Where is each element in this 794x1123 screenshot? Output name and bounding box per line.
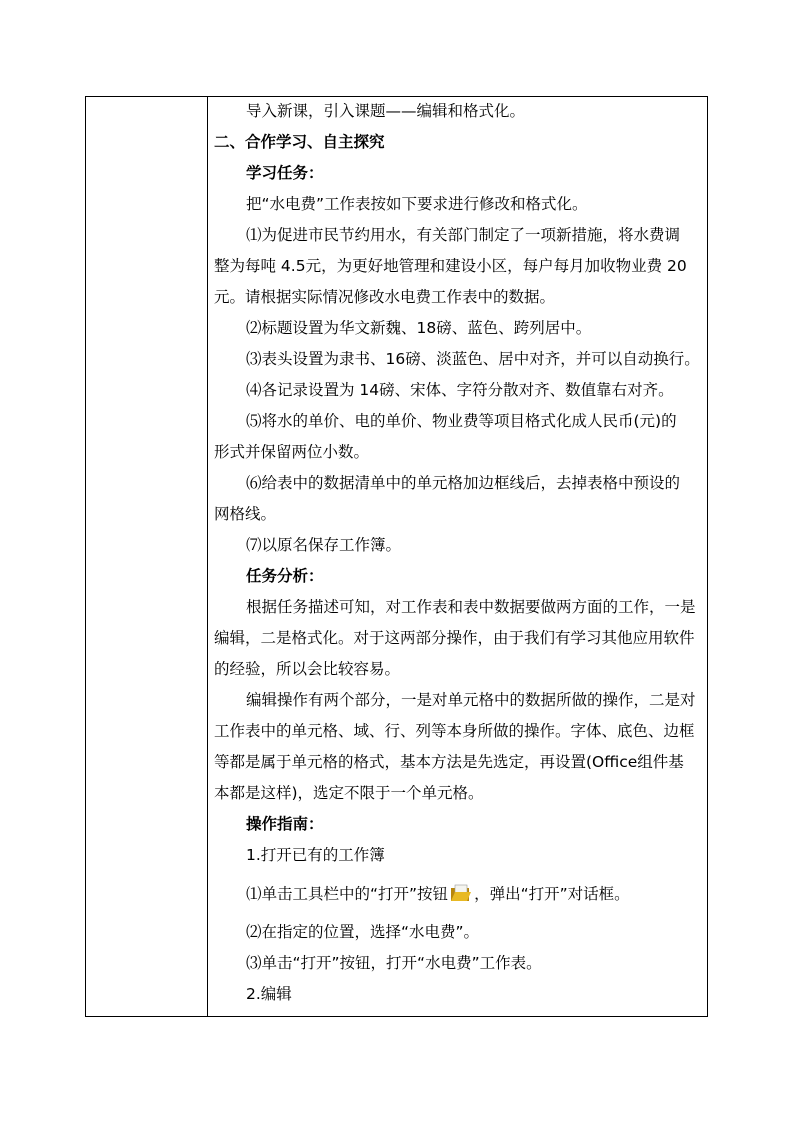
analysis-paragraph-1-cont: 的经验，所以会比较容易。 [214,660,401,678]
task-item-7: ⑺以原名保存工作簿。 [246,536,402,554]
section-heading: 二、合作学习、自主探究 [214,133,385,151]
analysis-paragraph-2-cont: 等都是属于单元格的格式，基本方法是先选定，再设置(Office组件基 [214,753,684,771]
lesson-content [214,96,702,1010]
task-item-5: ⑸将水的单价、电的单价、物业费等项目格式化成人民币(元)的 [246,412,677,430]
intro-line: 导入新课，引入课题——编辑和格式化。 [246,102,526,120]
folder-open-icon [450,874,472,892]
analysis-paragraph-1-cont: 编辑，二是格式化。对于这两部分操作，由于我们有学习其他应用软件 [214,629,695,647]
task-title: 学习任务： [246,164,324,182]
task-description: 把“水电费”工作表按如下要求进行修改和格式化。 [246,195,588,213]
step-2-heading: 2.编辑 [246,985,292,1003]
step-1-1 [214,871,702,917]
task-item-1-cont: 整为每吨 4.5元，为更好地管理和建设小区，每户每月加收物业费 20 [214,257,687,275]
task-item-2: ⑵标题设置为华文新魏、18磅、蓝色、跨列居中。 [246,319,592,337]
analysis-paragraph-2-cont: 本都是这样)，选定不限于一个单元格。 [214,784,484,802]
step-1-heading: 1.打开已有的工作簿 [246,846,385,864]
task-item-6-cont: 网格线。 [214,505,277,523]
task-item-5-cont: 形式并保留两位小数。 [214,443,370,461]
task-item-1: ⑴为促进市民节约用水，有关部门制定了一项新措施，将水费调 [246,226,681,244]
column-divider [207,96,208,1017]
analysis-paragraph-2: 编辑操作有两个部分，一是对单元格中的数据所做的操作，二是对 [246,691,696,709]
guide-title: 操作指南： [246,815,324,833]
step-1-3: ⑶单击“打开”按钮，打开“水电费”工作表。 [246,954,542,972]
step-1-1-text-after: ，弹出“打开”对话框。 [474,885,630,903]
analysis-paragraph-1: 根据任务描述可知，对工作表和表中数据要做两方面的工作，一是 [246,598,696,616]
task-item-4: ⑷各记录设置为 14磅、宋体、字符分散对齐、数值靠右对齐。 [246,381,674,399]
task-item-3: ⑶表头设置为隶书、16磅、淡蓝色、居中对齐，并可以自动换行。 [246,350,700,368]
task-item-1-cont: 元。请根据实际情况修改水电费工作表中的数据。 [214,288,556,306]
task-item-6: ⑹给表中的数据清单中的单元格加边框线后，去掉表格中预设的 [246,474,681,492]
step-1-1-text: ⑴单击工具栏中的“打开”按钮 [246,885,449,903]
analysis-title: 任务分析： [246,567,324,585]
step-1-2: ⑵在指定的位置，选择“水电费”。 [246,923,480,941]
analysis-paragraph-2-cont: 工作表中的单元格、域、行、列等本身所做的操作。字体、底色、边框 [214,722,695,740]
